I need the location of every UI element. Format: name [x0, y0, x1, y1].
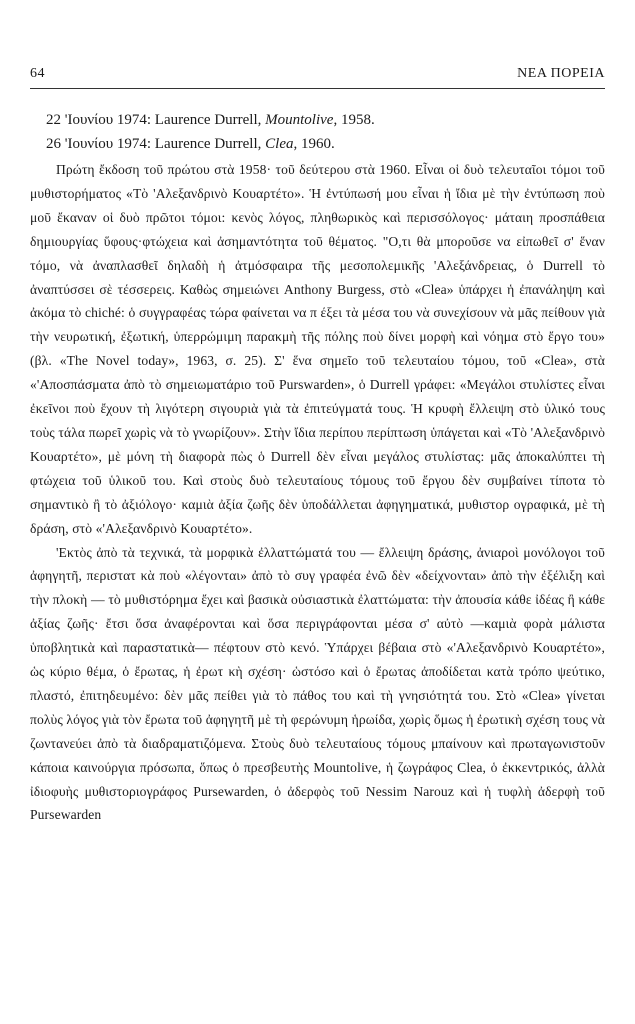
body-text [30, 158, 605, 827]
entry-date: 26 'Ιουνίου 1974: Laurence Durrell, [46, 136, 266, 152]
running-title: ΝΕΑ ΠΟΡΕΙΑ [517, 66, 605, 81]
reading-entry [46, 132, 605, 156]
reading-entries [46, 108, 605, 156]
reading-entry [46, 108, 605, 132]
paragraph: 'Εκτὸς ἀπὸ τὰ τεχνικά, τὰ μορφικὰ ἐλλαττώματά του — ἔλλειψη δράσης, ἀνιαροὶ μονόλογοι τοῦ ἀφηγητῆ, περιστατ κὰ ποὺ «λέγονται» ἀπὸ τὸ συγ γραφέα ἐνῶ δὲν «δείχνονται» ἀπὸ τὴν ἐξέλιξη καὶ τὴν πλοκὴ — τὸ μυθιστόρημα ἔχει καὶ βασικὰ οὐσιαστικὰ ἐλαττώματα: τὴν ἀπουσία κάθε ἰδέας ἢ κάθε ἀξίας ζωῆς· ἔτσι ὅσα ἀναφέρονται καὶ ὅσα περιγράφονται μέσα σ' αὐτὸ —καμιὰ φορὰ μάλιστα ὑποβλητικὰ καὶ παραστατικὰ— πέφτουν στὸ κενό. Ὑπάρχει βέβαια στὸ «'Αλεξανδρινὸ Κουαρτέτο», ὡς κύριο θέμα, ὁ ἔρωτας, ἡ ἐρωτ κὴ σχέση· ὡστόσο καὶ ὁ ἔρωτας ἀποδίδεται κατὰ τρόπο ψεύτικο, πλαστό, ἐπιτηδευμένο: δὲν μᾶς πείθει γιὰ τὸ πάθος του καὶ τὴ γνησιότητά του. Στὸ «Clea» γίνεται πολὺς λόγος γιὰ τὸν ἔρωτα τοῦ ἀφηγητῆ μὲ τὴ φερώνυμη ἡρωίδα, χωρὶς ὅμως ἡ ἐρωτικὴ σχέση τους νὰ ζωντανεύει ἀπὸ τὰ διαδραματιζόμενα. Στοὺς δυὸ τελευταίους τόμους μπαίνουν καὶ πρωταγωνιστοῦν κάποια καινούργια πρόσωπα, ὅπως ὁ πρεσβευτὴς Mountolive, ἡ ζωγράφος Clea, ὁ ἐκκεντρικός, ἀλλὰ ἰδιοφυὴς μυθιστοριογράφος Pursewarden, ὁ ἀδερφὸς τοῦ Nessim Narouz καὶ ἡ τυφλὴ ἀδερφὴ τοῦ Pursewarden [30, 544, 605, 823]
page-number: 64 [30, 66, 45, 81]
running-header [30, 66, 605, 82]
entry-date: 22 'Ιουνίου 1974: Laurence Durrell, [46, 112, 266, 128]
entry-year: , 1960. [293, 136, 335, 152]
entry-year: , 1958. [333, 112, 375, 128]
header-rule [30, 88, 605, 89]
paragraph: Πρώτη ἔκδοση τοῦ πρώτου στὰ 1958· τοῦ δεύτερου στὰ 1960. Εἶναι οἱ δυὸ τελευταῖοι τόμοι τοῦ μυθιστορήματος «Τὸ 'Αλεξανδρινὸ Κουαρτέτο». Ἡ ἐντύπωσή μου εἶναι ἡ ἴδια μὲ τὴν ἐντύπωση ποὺ μοῦ ἔκαναν οἱ δυὸ πρῶτοι τόμοι: κενὸς λόγος, πληθωρικὸς καὶ περισσόλογος· μάταιη προσπάθεια δημιουργίας ὕφους·φτώχεια καὶ ἀσημαντότητα τοῦ θέματος. "Ο,τι θὰ μποροῦσε να εἰπωθεῖ σ' ἕναν τόμο, νὰ ἀναπλασθεῖ δηλαδὴ ἡ ἀτμόσφαιρα τῆς μεσοπολεμικῆς 'Αλεξάνδρειας, ὁ Durrell τὸ ἀναπτύσσει σὲ τέσσερεις. Καθὼς σημειώνει Anthony Burgess, στὸ «Clea» ὑπάρχει ἡ ἐπανάληψη καὶ ἀκόμα τὸ chiché: ὁ συγγραφέας τώρα φαίνεται να π έξει τὰ μέσα του νὰ συνεχίσουν νὰ μᾶς πείθουν γιὰ τὴν νευρωτική, ἐξωτική, ὑπερρώμιμη παρακμὴ τῆς πόλης ποὺ δίνει μορφὴ καὶ νόημα στὸ ἔργο του» (βλ. «The Novel today», 1963, σ. 25). Σ' ἕνα σημεῖο τοῦ τελευταίου τόμου, τοῦ «Clea», στὰ «'Αποσπάσματα ἀπὸ τὸ σημειωματάριο τοῦ Purswarden», ὁ Durrell γράφει: «Μεγάλοι στυλίστες εἶναι ἐκεῖνοι ποὺ ἔχουν τὴ λιγότερη σιγουριὰ γιὰ τὰ ἐπιτεύγματά τους. Ἡ κρυφὴ ἔλλειψη στὸ ὑλικό τους τοὺς τάλα πωρεῖ χωρὶς νὰ τὸ γνωρίζουν». Στὴν ἴδια περίπου περίπτωση ὑπάγεται καὶ «Τὸ 'Αλεξανδρινὸ Κουαρτέτο», μὲ μόνη τὴ διαφορὰ πὼς ὁ Durrell δὲν εἶναι μεγάλος στυλίστας: μᾶς ἀποκαλύπτει τὴ φτώχεια τοῦ ὑλικοῦ του. Καὶ στοὺς δυὸ τελευταίους τόμους τοῦ ἔργου δὲν συμβαίνει τίποτα τὸ σημαντικὸ ἢ τὸ ἀξιόλογο· καμιὰ ἀξία ζωῆς δὲν ὑποδάλλεται ἀφηγηματικά, μυθιστορ ογραφικά, μὲ τὴ δράση, στὸ «'Αλεξανδρινὸ Κουαρτέτο». [30, 162, 605, 536]
entry-title: Mountolive [265, 112, 334, 128]
entry-title: Clea [265, 136, 294, 152]
